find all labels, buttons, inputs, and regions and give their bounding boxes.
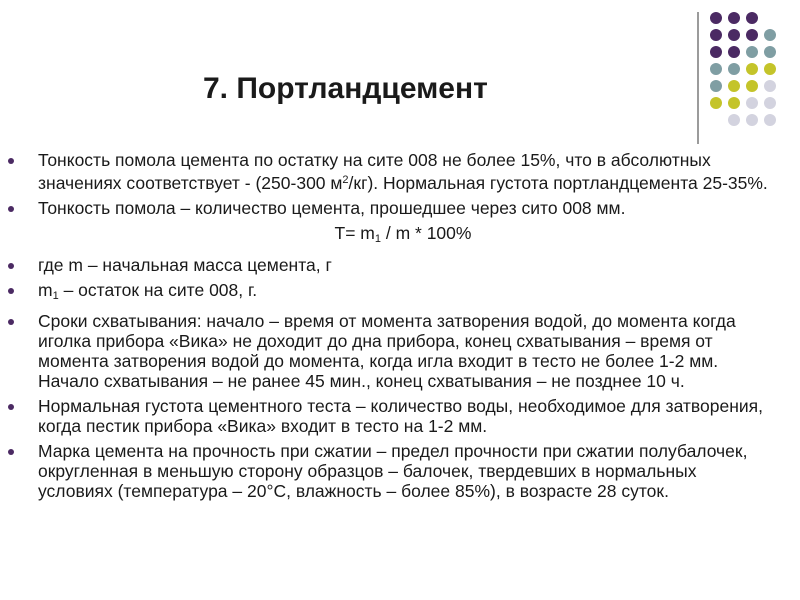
bullet-dot — [8, 206, 14, 212]
decor-dot — [746, 80, 758, 92]
slide-title: 7. Портландцемент — [203, 72, 488, 105]
decor-dot — [728, 46, 740, 58]
decor-dot — [764, 46, 776, 58]
bullet-text: где m – начальная масса цемента, г — [38, 255, 332, 275]
bullet-item — [8, 441, 768, 501]
decor-dot — [746, 12, 758, 24]
decor-dot — [746, 46, 758, 58]
decorative-dot-grid — [710, 12, 780, 124]
subscript: 1 — [52, 290, 59, 302]
bullet-text: Тонкость помола цемента по остатку на сите 008 не более 15%, что в абсолютных значениях соответствует - (250-300 м — [38, 150, 711, 193]
bullet-dot — [8, 158, 14, 164]
decor-dot — [764, 80, 776, 92]
decor-dot — [764, 29, 776, 41]
decor-dot — [764, 114, 776, 126]
decor-dot — [728, 97, 740, 109]
bullet-text: Марка цемента на прочность при сжатии – предел прочности при сжатии полубалочек, округленная в меньшую сторону образцов – балочек, твердевших в нормальных условиях (температура – 20°С, влажность – более 85%), в возрасте 28 суток. — [38, 441, 748, 501]
bullet-text: Сроки схватывания: начало – время от момента затворения водой, до момента когда иголка прибора «Вика» не доходит до дна прибора, конец схватывания – время от момента затворения водой до момента, когда игла входит в тесто не более 1-2 мм. Начало схватывания – не ранее 45 мин., конец схватывания – не позднее 10 ч. — [38, 311, 736, 391]
decorative-divider — [697, 12, 699, 144]
bullet-text-cont: – остаток на сите 008, г. — [58, 280, 258, 300]
decor-dot — [728, 29, 740, 41]
decor-dot — [746, 97, 758, 109]
decor-dot — [710, 29, 722, 41]
bullet-item — [8, 255, 768, 275]
bullet-text: Нормальная густота цементного теста – количество воды, необходимое для затворения, когда пестик прибора «Вика» входит в тесто на 1-2 мм. — [38, 396, 764, 436]
decor-dot — [710, 46, 722, 58]
bullet-text-cont: /кг). Нормальная густота портландцемента 25-35%. — [348, 173, 768, 193]
decor-dot — [710, 63, 722, 75]
bullet-dot — [8, 288, 14, 294]
slide-body — [8, 150, 768, 506]
bullet-dot — [8, 404, 14, 410]
bullet-dot — [8, 263, 14, 269]
bullet-text: Тонкость помола – количество цемента, прошедшее через сито 008 мм. — [38, 198, 626, 218]
bullet-item — [8, 198, 768, 218]
bullet-dot — [8, 319, 14, 325]
formula-text: T= m — [334, 223, 375, 243]
subscript: 1 — [374, 233, 381, 245]
decor-dot — [710, 12, 722, 24]
decor-dot — [746, 63, 758, 75]
decor-dot — [728, 63, 740, 75]
decor-dot — [728, 12, 740, 24]
formula — [8, 223, 768, 249]
bullet-item — [8, 311, 768, 391]
superscript: 2 — [342, 174, 349, 186]
bullet-item — [8, 150, 768, 193]
decor-dot — [746, 29, 758, 41]
decor-dot — [764, 63, 776, 75]
decor-dot — [710, 97, 722, 109]
formula-text-cont: / m * 100% — [381, 223, 472, 243]
bullet-item — [8, 280, 768, 306]
bullet-item — [8, 396, 768, 436]
bullet-text: m — [38, 280, 53, 300]
decor-dot — [728, 80, 740, 92]
decor-dot — [764, 97, 776, 109]
decor-dot — [746, 114, 758, 126]
bullet-dot — [8, 449, 14, 455]
decor-dot — [728, 114, 740, 126]
decor-dot — [710, 80, 722, 92]
